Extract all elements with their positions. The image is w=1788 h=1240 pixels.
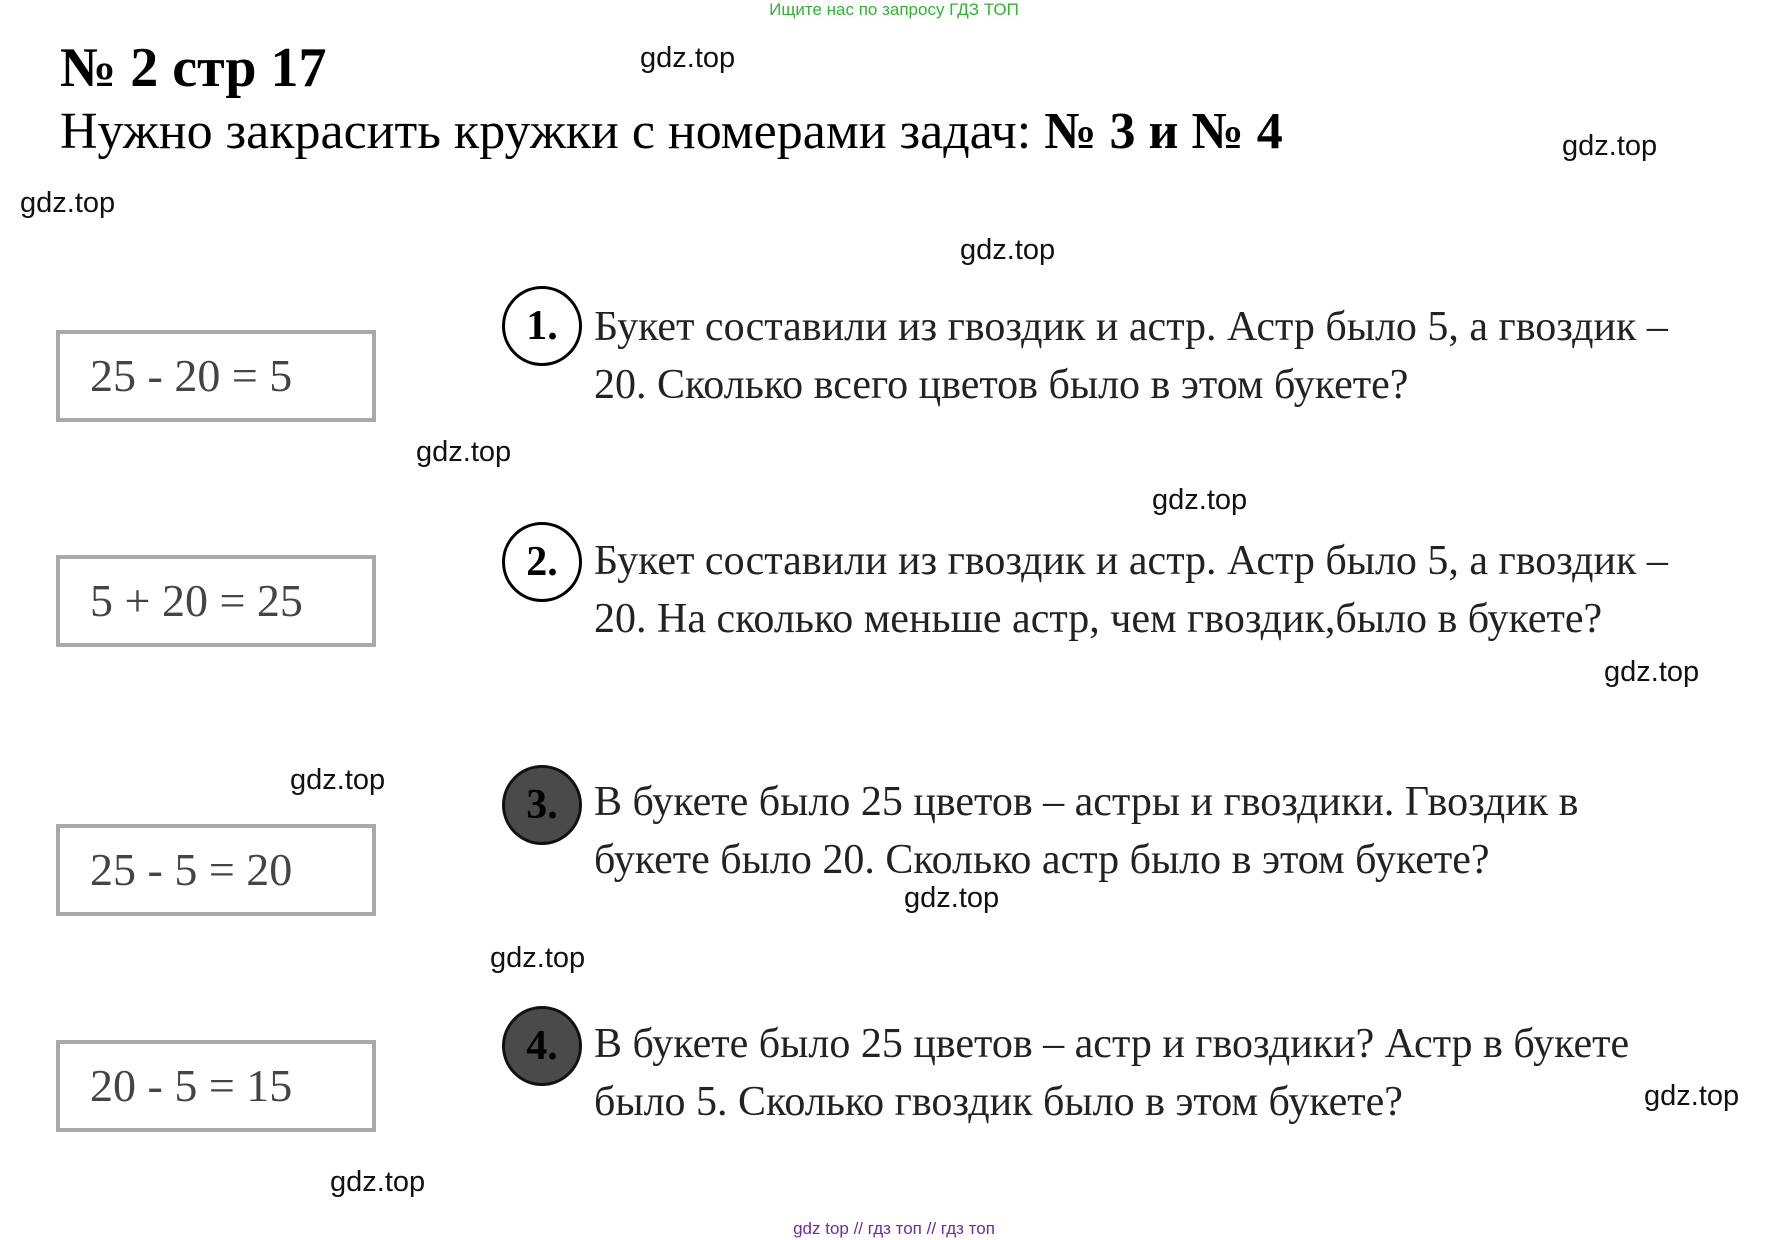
instruction xyxy=(60,102,1283,161)
task-text-3: В букете было 25 цветов – астры и гвоздики. Гвоздик в букете было 20. Сколько астр было в этом букете? xyxy=(594,779,1579,883)
equation-box-1: 25 - 20 = 5 xyxy=(56,330,376,422)
equation-box-4: 20 - 5 = 15 xyxy=(56,1040,376,1132)
task-text-4: В букете было 25 цветов – астр и гвоздики? Астр в букете было 5. Сколько гвоздик было в этом букете? xyxy=(594,1021,1630,1125)
task-number-circle-3-filled: 3. xyxy=(502,765,582,845)
equation-box-3: 25 - 5 = 20 xyxy=(56,824,376,916)
task-number-circle-4-filled: 4. xyxy=(502,1006,582,1086)
watermark: gdz.top xyxy=(290,764,386,796)
task-text-2: Букет составили из гвоздик и астр. Астр было 5, а гвоздик – 20. На сколько меньше астр, чем гвоздик,было в букете? xyxy=(594,538,1668,642)
watermark: gdz.top xyxy=(960,234,1056,266)
instruction-answer: № 3 и № 4 xyxy=(1044,103,1283,160)
equation-box-2: 5 + 20 = 25 xyxy=(56,555,376,647)
watermark: gdz.top xyxy=(640,42,736,74)
instruction-text: Нужно закрасить кружки с номерами задач: xyxy=(60,103,1045,160)
page-title: № 2 стр 17 xyxy=(60,37,327,99)
task-number-circle-2: 2. xyxy=(502,522,582,602)
watermark: gdz.top xyxy=(1644,1080,1740,1112)
watermark: gdz.top xyxy=(20,187,116,219)
footer-watermark: gdz top // гдз топ // гдз топ xyxy=(793,1219,995,1238)
watermark: gdz.top xyxy=(1562,130,1658,162)
watermark: gdz.top xyxy=(904,882,1000,914)
top-banner: Ищите нас по запросу ГДЗ ТОП xyxy=(769,0,1019,19)
watermark: gdz.top xyxy=(330,1166,426,1198)
task-number-circle-1: 1. xyxy=(502,286,582,366)
watermark: gdz.top xyxy=(1604,656,1700,688)
watermark: gdz.top xyxy=(1152,484,1248,516)
watermark: gdz.top xyxy=(490,942,586,974)
watermark: gdz.top xyxy=(416,436,512,468)
task-text-1: Букет составили из гвоздик и астр. Астр было 5, а гвоздик – 20. Сколько всего цветов было в этом букете? xyxy=(594,304,1668,408)
